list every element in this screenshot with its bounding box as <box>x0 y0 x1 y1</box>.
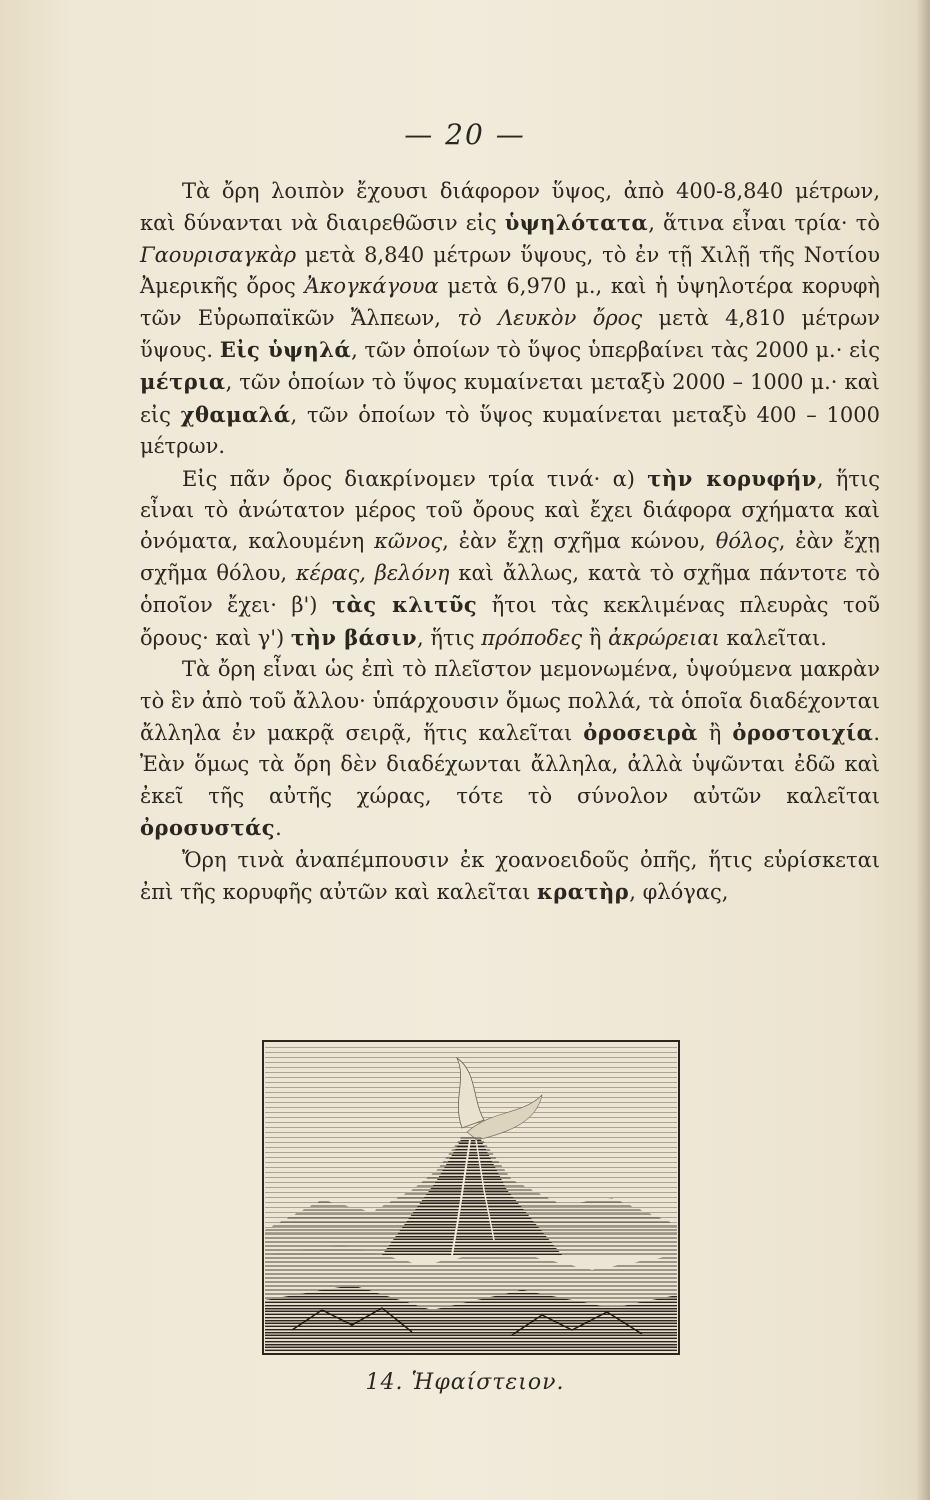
text-run: καὶ ἄλλως, κατὰ τὸ σχῆμα πάντοτε τὸ ὁποῖον ἔχει· β') <box>140 560 880 618</box>
term-italic: θόλος <box>715 529 779 554</box>
term-italic: Γαουρισαγκὰρ <box>140 242 297 267</box>
text-run: μετὰ 4,810 μέτρων ὕψους. <box>140 305 880 363</box>
term-bold: μέτρια <box>140 369 226 395</box>
body-text <box>140 176 880 908</box>
text-run: , τῶν ὁποίων τὸ ὕψος κυμαίνεται μεταξὺ 2000 – 1000 μ.· καὶ εἰς <box>140 370 880 427</box>
term-italic: κῶνος <box>374 529 443 554</box>
text-run: ἢ <box>582 625 609 650</box>
term-bold: ὀροσυστάς <box>140 815 276 841</box>
text-run: Τὰ ὄρη εἶναι ὡς ἐπὶ τὸ πλεῖστον μεμονωμένα, ὑψούμενα μακρὰν τὸ ἓν ἀπὸ τοῦ ἄλλου· ὑπάρχουσιν ὅμως πολλά, τὰ ὁποῖα διαδέχονται ἄλληλα ἐν μακρᾷ σειρᾷ, ἥτις καλεῖται <box>140 657 880 745</box>
term-italic: πρόποδες <box>481 625 583 650</box>
text-run: Τὰ ὄρη λοιπὸν ἔχουσι διάφορον ὕψος, ἀπὸ 400-8,840 μέτρων, καὶ δύνανται νὰ διαιρεθῶσιν εἰς <box>140 179 880 236</box>
text-run: ἢ <box>697 720 733 745</box>
text-run: ἤτοι τὰς κεκλιμένας πλευρὰς τοῦ ὄρους· καὶ γ') <box>140 593 880 650</box>
figure-caption: 14. Ἡφαίστειον. <box>365 1370 565 1395</box>
term-bold: ὀροσειρὰ <box>583 719 698 745</box>
text-run: , τῶν ὁποίων τὸ ὕψος κυμαίνεται μεταξὺ 400 – 1000 μέτρων. <box>140 402 880 459</box>
paragraph <box>140 176 880 463</box>
paragraph <box>140 654 880 844</box>
text-run: , ἅτινα εἶναι τρία· τὸ <box>648 211 881 236</box>
term-italic: ἀκρώρειαι <box>608 625 720 650</box>
term-italic: κέρας, βελόνη <box>295 560 450 585</box>
paragraph <box>140 463 880 654</box>
term-italic: Ἀκογκάγουα <box>304 274 439 299</box>
paragraph <box>140 845 880 909</box>
page-edge-shadow <box>916 0 930 1500</box>
term-bold: τὴν κορυφήν <box>647 465 817 491</box>
text-run: Εἰς πᾶν ὄρος διακρίνομεν τρία τινά· α) <box>182 466 648 491</box>
term-bold: τὴν βάσιν <box>290 624 418 650</box>
text-run: , ἐὰν ἔχῃ σχῆμα θόλου, <box>140 529 880 585</box>
term-bold: κρατὴρ <box>537 878 630 904</box>
text-run: μετὰ 8,840 μέτρων ὕψους, τὸ ἐν τῇ Χιλῇ τῆς Νοτίου Ἀμερικῆς ὄρος <box>140 242 880 299</box>
text-run: , ἥτις <box>417 625 482 650</box>
page-number: — 20 — <box>404 118 526 151</box>
term-bold: τὰς κλιτῦς <box>331 592 478 618</box>
term-bold: ὑψηλότατα <box>504 210 649 236</box>
term-bold: ὀροστοιχία <box>732 719 874 745</box>
term-bold: χθαμαλά <box>180 401 291 427</box>
text-run: , ἐὰν ἔχῃ σχῆμα κώνου, <box>442 529 716 554</box>
term-italic: τὸ Λευκὸν ὄρος <box>457 305 643 330</box>
text-run: Ὄρη τινὰ ἀναπέμπουσιν ἐκ χοανοειδοῦς ὀπῆς, ἥτις εὑρίσκεται ἐπὶ τῆς κορυφῆς αὐτῶν καὶ καλεῖται <box>140 847 880 904</box>
text-run: . <box>275 816 282 841</box>
text-run: . Ἐὰν ὅμως τὰ ὄρη δὲν διαδέχωνται ἄλληλα, ἀλλὰ ὑψῶνται ἐδῶ καὶ ἐκεῖ τῆς αὐτῆς χώρας, τότε τὸ σύνολον αὐτῶν καλεῖται <box>140 720 880 808</box>
text-run: καλεῖται. <box>719 625 827 650</box>
volcano-figure <box>262 1040 680 1355</box>
text-run: , τῶν ὁποίων τὸ ὕψος ὑπερβαίνει τὰς 2000 μ.· εἰς <box>351 338 880 363</box>
text-run: , ἥτις εἶναι τὸ ἀνώτατον μέρος τοῦ ὄρους καὶ ἔχει διάφορα σχήματα καὶ ὀνόματα, καλουμένη <box>140 466 881 554</box>
text-run: μετὰ 6,970 μ., καὶ ἡ ὑψηλοτέρα κορυφὴ τῶν Εὐρωπαϊκῶν Ἄλπεων, <box>140 274 881 330</box>
term-bold: Εἰς ὑψηλά <box>219 337 352 363</box>
text-run: , φλόγας, <box>629 879 729 904</box>
volcano-engraving-icon <box>262 1040 680 1355</box>
